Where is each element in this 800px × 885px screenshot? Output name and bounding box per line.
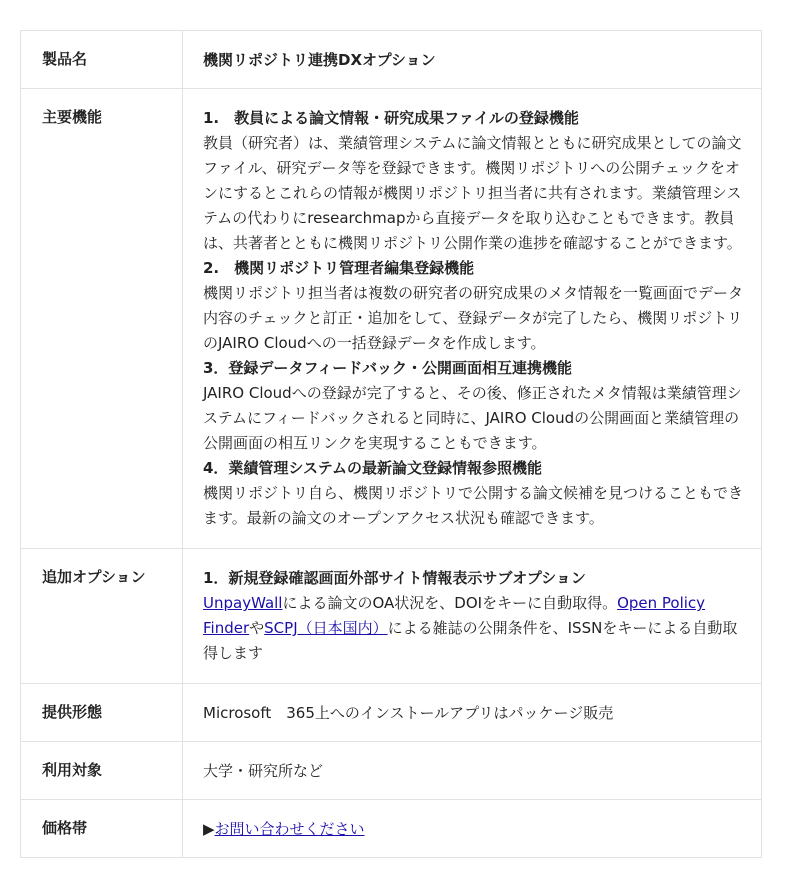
row-price-range: [21, 800, 762, 858]
feature-4-desc: 機関リポジトリ自ら、機関リポジトリで公開する論文候補を見つけることもできます。最新の論文のオープンアクセス状況も確認できます。: [203, 484, 744, 527]
value-delivery-form: Microsoft 365上へのインストールアプリはパッケージ販売: [183, 684, 762, 742]
feature-3-desc: JAIRO Cloudへの登録が完了すると、その後、修正されたメタ情報は業績管理システムにフィードバックされると同時に、JAIRO Cloudの公開画面と業績管理の公開画面の相互リンクを実現することもできます。: [203, 384, 742, 452]
option-text-3: による雑誌の公開条件を、ISSNをキーによる自動取得します: [203, 619, 738, 662]
label-target-users: 利用対象: [21, 742, 183, 800]
label-main-features: 主要機能: [21, 89, 183, 549]
value-product-name: [183, 31, 762, 89]
label-product-name: 製品名: [21, 31, 183, 89]
value-additional-options: [183, 549, 762, 684]
scpj-link[interactable]: SCPJ（日本国内）: [264, 619, 388, 637]
value-price-range: [183, 800, 762, 858]
product-spec-table: [20, 30, 762, 858]
option-text-2: や: [249, 619, 265, 637]
open-policy-finder-link[interactable]: Open Policy Finder: [203, 594, 706, 637]
row-target-users: [21, 742, 762, 800]
label-additional-options: 追加オプション: [21, 549, 183, 684]
product-name-text: 機関リポジトリ連携DXオプション: [203, 51, 436, 69]
row-delivery-form: [21, 684, 762, 742]
arrow-right-icon: ▶: [203, 820, 215, 838]
contact-link[interactable]: お問い合わせください: [214, 820, 365, 838]
value-target-users: 大学・研究所など: [183, 742, 762, 800]
option-1-desc: [203, 591, 751, 666]
feature-2-title: 2. 機関リポジトリ管理者編集登録機能: [203, 259, 475, 277]
value-main-features: [183, 89, 762, 549]
label-delivery-form: 提供形態: [21, 684, 183, 742]
feature-1-desc: 教員（研究者）は、業績管理システムに論文情報とともに研究成果としての論文ファイル、研究データ等を登録できます。機関リポジトリへの公開チェックをオンにするとこれらの情報が機関リポジトリ担当者に共有されます。業績管理システムの代わりにresearchmapから直接データを取り込むこともできます。教員は、共著者とともに機関リポジトリ公開作業の進捗を確認することができます。: [203, 134, 742, 252]
option-1-title: 1．新規登録確認画面外部サイト情報表示サブオプション: [203, 569, 586, 587]
label-price-range: 価格帯: [21, 800, 183, 858]
unpaywall-link[interactable]: UnpayWall: [203, 594, 283, 612]
feature-3-title: 3．登録データフィードバック・公開画面相互連携機能: [203, 359, 572, 377]
feature-4-title: 4．業績管理システムの最新論文登録情報参照機能: [203, 459, 542, 477]
row-product-name: [21, 31, 762, 89]
row-main-features: [21, 89, 762, 549]
feature-1-title: 1. 教員による論文情報・研究成果ファイルの登録機能: [203, 109, 579, 127]
row-additional-options: [21, 549, 762, 684]
feature-2-desc: 機関リポジトリ担当者は複数の研究者の研究成果のメタ情報を一覧画面でデータ内容のチェックと訂正・追加をして、登録データが完了したら、機関リポジトリのJAIRO Cloudへの一括登録データを作成します。: [203, 284, 744, 352]
option-text-1: による論文のOA状況を、DOIをキーに自動取得。: [282, 594, 618, 612]
